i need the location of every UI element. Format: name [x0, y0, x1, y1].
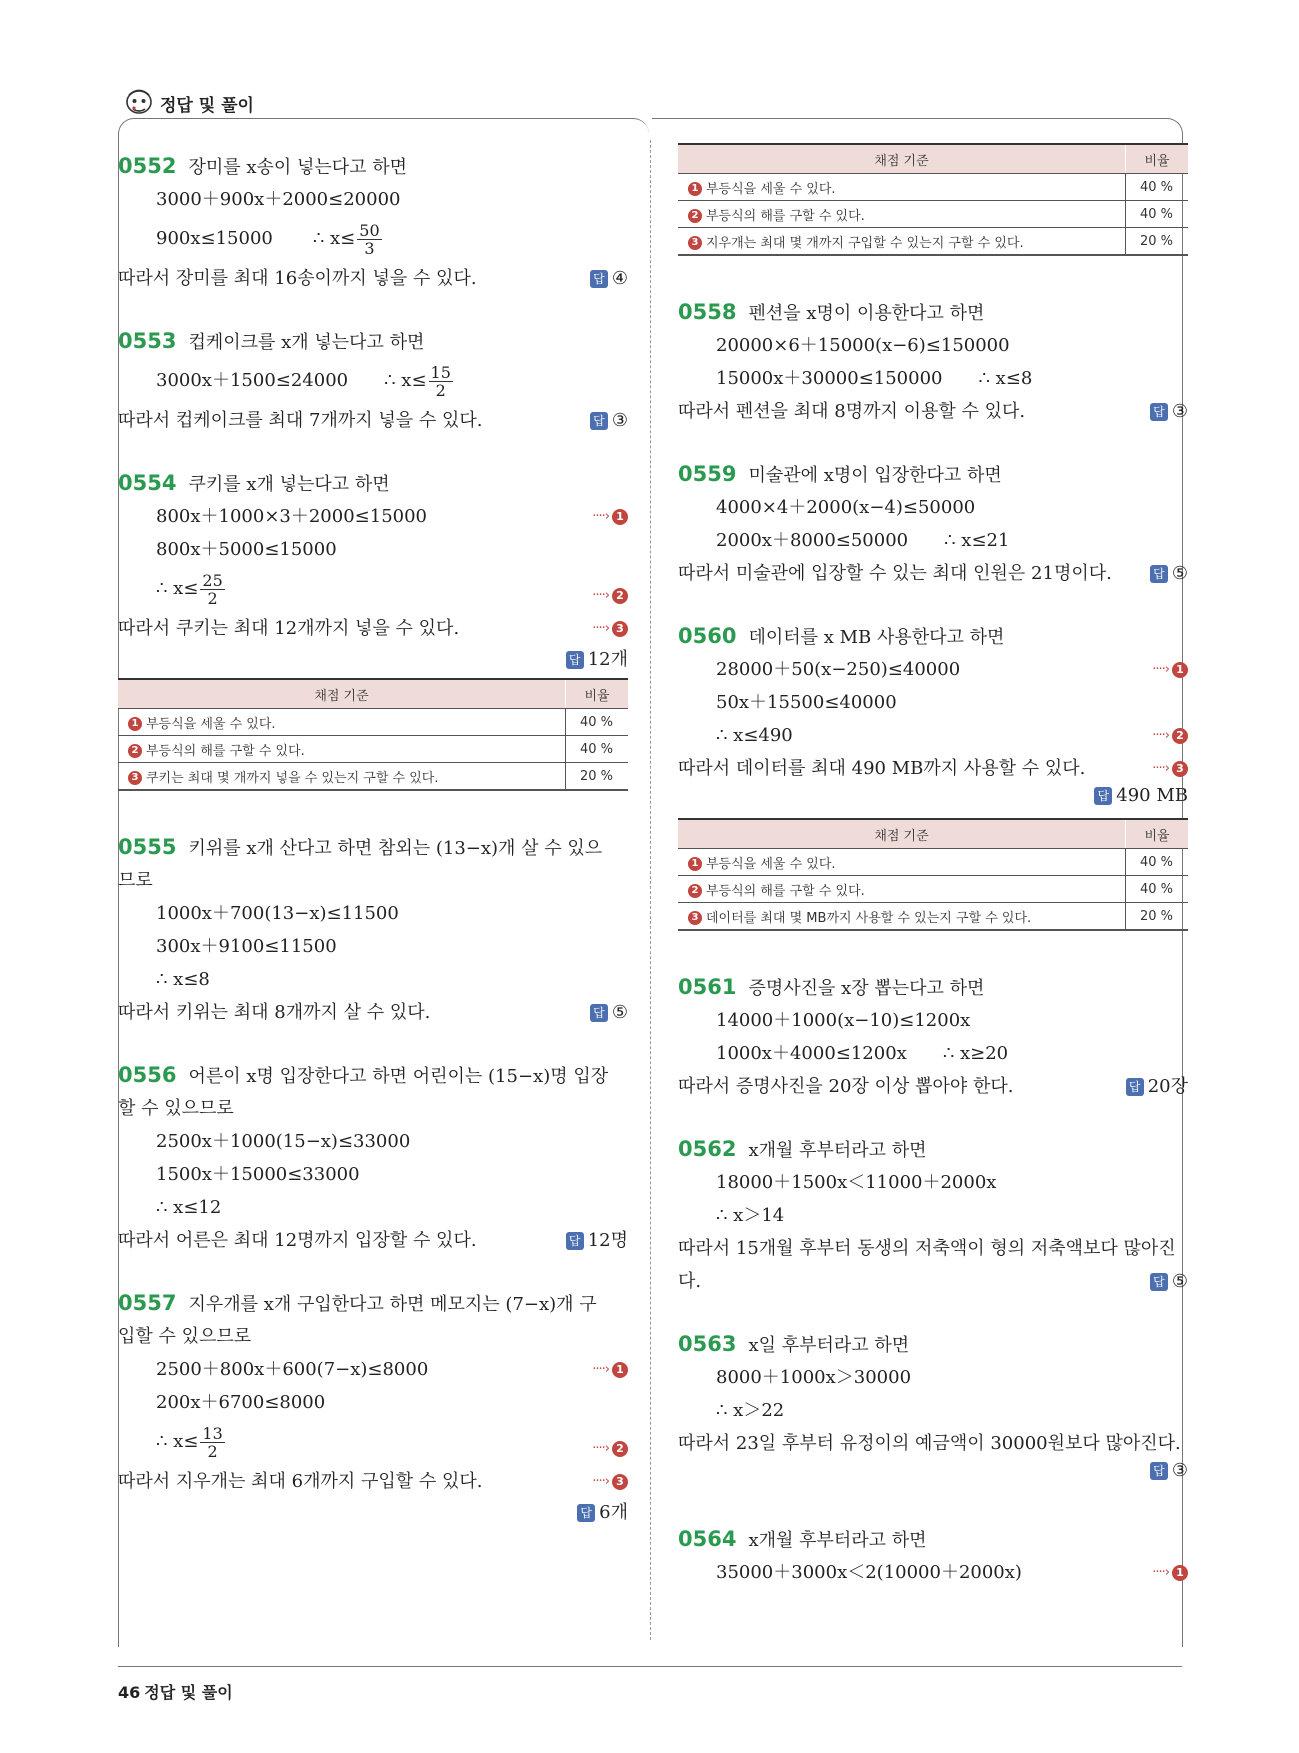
answer-icon: 답	[590, 412, 608, 430]
equation: 1000x＋700(13−x)≤11500	[156, 903, 399, 924]
conclusion: 따라서 키위는 최대 8개까지 살 수 있다.	[118, 1002, 431, 1023]
answer: 답 6개	[577, 1498, 628, 1524]
problem-0552	[118, 150, 628, 295]
fraction: $\frac{15}{2}$	[430, 362, 451, 400]
left-column	[118, 150, 628, 1531]
problem-intro: 키위를 x개 산다고 하면 참외는 (13−x)개 살 수 있으	[188, 838, 603, 859]
answer: 답 12개	[566, 645, 628, 671]
page-number: 46	[118, 1683, 141, 1702]
fraction: $\frac{50}{3}$	[359, 220, 380, 258]
grading-table	[118, 678, 628, 791]
equation: 1500x＋15000≤33000	[156, 1164, 360, 1185]
equation: 8000＋1000x＞30000	[716, 1367, 912, 1388]
answer-icon: 답	[1150, 1273, 1168, 1291]
answer-icon: 답	[566, 1232, 584, 1250]
therefore: ∴ x≤490	[716, 725, 793, 746]
answer: 답 ⑤	[1150, 1265, 1188, 1298]
equation: 20000×6＋15000(x−6)≤150000	[716, 335, 1010, 356]
answer-icon: 답	[1150, 565, 1168, 583]
equation: 2500＋800x＋600(7−x)≤8000	[156, 1359, 429, 1380]
fraction: $\frac{13}{2}$	[202, 1423, 223, 1461]
problem-intro: x일 후부터라고 하면	[748, 1335, 910, 1356]
table-row: 2 부등식의 해를 구할 수 있다. 40 %	[678, 201, 1188, 228]
problem-0559	[678, 458, 1188, 590]
problem-intro: 데이터를 x MB 사용한다고 하면	[748, 627, 1005, 648]
conclusion: 따라서 쿠키는 최대 12개까지 넣을 수 있다.	[118, 618, 460, 639]
conclusion: 따라서 23일 후부터 유정이의 예금액이 30000원보다 많아진다.	[678, 1433, 1181, 1454]
problem-0553	[118, 325, 628, 437]
conclusion: 따라서 15개월 후부터 동생의 저축액이 형의 저축액보다 많아진	[678, 1238, 1176, 1259]
answer: 답 490 MB	[1094, 785, 1188, 806]
problem-number: 0561	[678, 975, 737, 999]
step-marker: ····› 2	[592, 573, 628, 619]
problem-intro-cont: 므로	[118, 870, 153, 891]
right-column	[678, 143, 1188, 1589]
answer-icon: 답	[1150, 403, 1168, 421]
table-row: 1 부등식을 세울 수 있다. 40 %	[678, 174, 1188, 201]
therefore: ∴ x≤	[384, 370, 427, 391]
conclusion: 따라서 증명사진을 20장 이상 뽑아야 한다.	[678, 1076, 1014, 1097]
table-header: 비율	[566, 679, 629, 709]
problem-intro: x개월 후부터라고 하면	[748, 1530, 927, 1551]
column-divider	[650, 140, 651, 1640]
problem-number: 0558	[678, 300, 737, 324]
step-marker: ····› 3	[1152, 752, 1188, 785]
problem-intro: 어른이 x명 입장한다고 하면 어린이는 (15−x)명 입장	[188, 1066, 609, 1087]
equation: 300x＋9100≤11500	[156, 936, 337, 957]
equation: 3000＋900x＋2000≤20000	[156, 189, 401, 210]
problem-number: 0562	[678, 1137, 737, 1161]
problem-number: 0560	[678, 624, 737, 648]
problem-number: 0564	[678, 1527, 737, 1551]
step-marker: ····› 2	[1152, 719, 1188, 752]
equation: 2500x＋1000(15−x)≤33000	[156, 1131, 411, 1152]
problem-0555	[118, 831, 628, 1029]
conclusion-cont: 다.	[678, 1271, 702, 1292]
answer: 답 12명	[566, 1224, 628, 1257]
problem-number: 0554	[118, 471, 177, 495]
equation: 18000＋1500x＜11000＋2000x	[716, 1172, 997, 1193]
problem-0561	[678, 971, 1188, 1103]
equation: 800x＋5000≤15000	[156, 539, 337, 560]
problem-intro-cont: 할 수 있으므로	[118, 1098, 234, 1119]
step-marker: ····› 2	[592, 1426, 628, 1472]
table-row: 3 데이터를 최대 몇 MB까지 사용할 수 있는지 구할 수 있다. 20 %	[678, 903, 1188, 931]
step-marker: ····› 1	[592, 1353, 628, 1386]
footer-rule	[118, 1666, 1182, 1667]
therefore: ∴ x＞14	[716, 1205, 785, 1226]
fraction: $\frac{25}{2}$	[202, 570, 223, 608]
answer: 답 ④	[590, 262, 628, 295]
grading-table	[678, 143, 1188, 256]
equation: 200x＋6700≤8000	[156, 1392, 326, 1413]
problem-intro: 컵케이크를 x개 넣는다고 하면	[188, 332, 425, 353]
problem-0557	[118, 1287, 628, 1531]
conclusion: 따라서 데이터를 최대 490 MB까지 사용할 수 있다.	[678, 758, 1086, 779]
table-header: 비율	[1126, 144, 1189, 174]
answer-icon: 답	[566, 651, 584, 669]
equation: 15000x＋30000≤150000	[716, 368, 943, 389]
step-marker: ····› 1	[1152, 653, 1188, 686]
equation: 800x＋1000×3＋2000≤15000	[156, 506, 428, 527]
problem-0560	[678, 620, 1188, 931]
therefore: ∴ x≤8	[978, 368, 1033, 389]
mascot-icon	[122, 86, 156, 120]
answer-icon: 답	[1126, 1078, 1144, 1096]
equation: 50x＋15500≤40000	[716, 692, 897, 713]
problem-0562	[678, 1133, 1188, 1298]
problem-number: 0553	[118, 329, 177, 353]
table-row: 3 지우개는 최대 몇 개까지 구입할 수 있는지 구할 수 있다. 20 %	[678, 228, 1188, 256]
table-row: 2 부등식의 해를 구할 수 있다. 40 %	[118, 736, 628, 763]
conclusion: 따라서 지우개는 최대 6개까지 구입할 수 있다.	[118, 1471, 483, 1492]
answer-icon: 답	[577, 1504, 595, 1522]
problem-number: 0563	[678, 1332, 737, 1356]
problem-0564	[678, 1523, 1188, 1589]
therefore: ∴ x＞22	[716, 1400, 785, 1421]
equation: 1000x＋4000≤1200x	[716, 1043, 907, 1064]
table-row: 1 부등식을 세울 수 있다. 40 %	[678, 849, 1188, 876]
conclusion: 따라서 어른은 최대 12명까지 입장할 수 있다.	[118, 1230, 477, 1251]
footer-title: 정답 및 풀이	[144, 1683, 233, 1702]
therefore: ∴ x≤12	[156, 1197, 222, 1218]
problem-0563	[678, 1328, 1188, 1493]
answer-icon: 답	[1150, 1462, 1168, 1480]
problem-number: 0556	[118, 1063, 177, 1087]
equation: 35000＋3000x＜2(10000＋2000x)	[716, 1562, 1022, 1583]
equation: 14000＋1000(x−10)≤1200x	[716, 1010, 971, 1031]
problem-intro: x개월 후부터라고 하면	[748, 1140, 927, 1161]
table-header: 채점 기준	[678, 819, 1126, 849]
problem-number: 0559	[678, 462, 737, 486]
problem-intro: 지우개를 x개 구입한다고 하면 메모지는 (7−x)개 구	[188, 1294, 597, 1315]
header-title: 정답 및 풀이	[160, 96, 254, 116]
table-header: 채점 기준	[118, 679, 566, 709]
problem-number: 0557	[118, 1291, 177, 1315]
problem-0556	[118, 1059, 628, 1257]
step-marker: ····› 1	[1152, 1556, 1188, 1589]
step-marker: ····› 1	[592, 500, 628, 533]
table-row: 2 부등식의 해를 구할 수 있다. 40 %	[678, 876, 1188, 903]
therefore: ∴ x≤21	[944, 530, 1010, 551]
problem-0558	[678, 296, 1188, 428]
problem-intro: 쿠키를 x개 넣는다고 하면	[188, 474, 390, 495]
answer: 답 ③	[590, 404, 628, 437]
equation: 28000＋50(x−250)≤40000	[716, 659, 961, 680]
problem-0554	[118, 467, 628, 791]
conclusion: 따라서 펜션을 최대 8명까지 이용할 수 있다.	[678, 401, 1026, 422]
grading-table	[678, 818, 1188, 931]
problem-intro: 펜션을 x명이 이용한다고 하면	[748, 303, 985, 324]
therefore: ∴ x≥20	[942, 1043, 1009, 1064]
table-header: 채점 기준	[678, 144, 1126, 174]
therefore: ∴ x≤	[156, 578, 199, 599]
answer: 답 ③	[1150, 1460, 1188, 1481]
answer-icon: 답	[590, 270, 608, 288]
therefore: ∴ x≤	[312, 228, 356, 249]
answer: 답 ③	[1150, 395, 1188, 428]
answer: 답 ⑤	[1150, 557, 1188, 590]
therefore: ∴ x≤8	[156, 969, 210, 990]
answer: 답 ⑤	[590, 996, 628, 1029]
table-row: 3 쿠키는 최대 몇 개까지 넣을 수 있는지 구할 수 있다. 20 %	[118, 763, 628, 791]
conclusion: 따라서 장미를 최대 16송이까지 넣을 수 있다.	[118, 268, 477, 289]
page-footer	[118, 1680, 233, 1703]
equation: 4000×4＋2000(x−4)≤50000	[716, 497, 976, 518]
step-marker: ····› 3	[592, 1465, 628, 1498]
conclusion: 따라서 컵케이크를 최대 7개까지 넣을 수 있다.	[118, 410, 483, 431]
table-row: 1 부등식을 세울 수 있다. 40 %	[118, 709, 628, 736]
problem-intro: 장미를 x송이 넣는다고 하면	[188, 157, 408, 178]
table-header: 비율	[1126, 819, 1189, 849]
problem-intro: 미술관에 x명이 입장한다고 하면	[748, 465, 1002, 486]
problem-number: 0555	[118, 835, 177, 859]
conclusion: 따라서 미술관에 입장할 수 있는 최대 인원은 21명이다.	[678, 563, 1112, 584]
answer-icon: 답	[1094, 787, 1112, 805]
page-header	[112, 80, 1182, 120]
therefore: ∴ x≤	[156, 1431, 199, 1452]
answer-icon: 답	[590, 1004, 608, 1022]
problem-intro: 증명사진을 x장 뽑는다고 하면	[748, 978, 985, 999]
step-marker: ····› 3	[592, 612, 628, 645]
equation: 2000x＋8000≤50000	[716, 530, 909, 551]
problem-intro-cont: 입할 수 있으므로	[118, 1326, 252, 1347]
answer: 답 20장	[1126, 1070, 1188, 1103]
equation: 3000x＋1500≤24000	[156, 370, 349, 391]
equation: 900x≤15000	[156, 228, 273, 249]
problem-number: 0552	[118, 154, 177, 178]
